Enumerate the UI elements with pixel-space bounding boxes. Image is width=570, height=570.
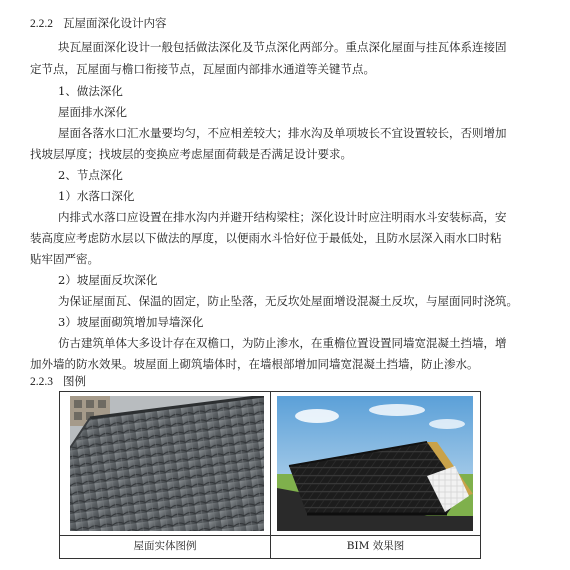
item1-subheading: 屋面排水深化	[58, 105, 127, 119]
item2-3-line-1: 仿古建筑单体大多设计存在双檐口，为防止渗水，在重檐位置设置同墙宽混凝土挡墙，增	[58, 336, 507, 350]
table-divider-horizontal	[60, 535, 480, 536]
item2-2-heading: 2）坡屋面反坎深化	[58, 273, 158, 287]
item2-1-line-3: 贴牢固严密。	[30, 252, 99, 266]
item2-3-line-2: 加外墙的防水效果。坡屋面上砌筑墙体时，在墙根部增加同墙宽混凝土挡墙，防止渗水。	[30, 357, 479, 371]
figure-table	[59, 391, 481, 559]
right-caption: BIM 效果图	[346, 540, 405, 552]
section-title: 瓦屋面深化设计内容	[63, 16, 167, 30]
roof-photo	[70, 396, 264, 531]
section-number: 2.2.2	[30, 18, 53, 30]
item2-1-line-2: 装高度应考虑防水层以下做法的厚度，以便雨水斗恰好位于最低处，且防水层深入雨水口时粘	[30, 231, 502, 245]
item1-line-2: 找坡层厚度；找坡层的变换应考虑屋面荷载是否满足设计要求。	[30, 147, 352, 161]
item2-2-line-1: 为保证屋面瓦、保温的固定，防止坠落，无反坎处屋面增设混凝土反坎，与屋面同时浇筑。	[58, 294, 518, 308]
left-caption: 屋面实体图例	[133, 540, 197, 552]
section-heading	[30, 16, 167, 31]
intro-line-1: 块瓦屋面深化设计一般包括做法深化及节点深化两部分。重点深化屋面与挂瓦体系连接固	[58, 40, 507, 54]
item2-1-line-1: 内排式水落口应设置在排水沟内并避开结构梁柱；深化设计时应注明雨水斗安装标高，安	[58, 210, 507, 224]
item2-heading: 2、节点深化	[58, 168, 123, 182]
item2-1-heading: 1）水落口深化	[58, 189, 135, 203]
bim-render	[277, 396, 473, 531]
example-number: 2.2.3	[30, 376, 53, 388]
item1-line-1: 屋面各落水口汇水量要均匀，不应相差较大；排水沟及单项坡长不宜设置较长，否则增加	[58, 126, 507, 140]
item2-3-heading: 3）坡屋面砌筑增加导墙深化	[58, 315, 204, 329]
example-title: 图例	[63, 374, 86, 388]
intro-line-2: 定节点，瓦屋面与檐口衔接节点，瓦屋面内部排水通道等关键节点。	[30, 62, 375, 76]
table-divider-vertical	[270, 392, 271, 558]
example-heading	[30, 374, 86, 389]
item1-heading: 1、做法深化	[58, 84, 123, 98]
